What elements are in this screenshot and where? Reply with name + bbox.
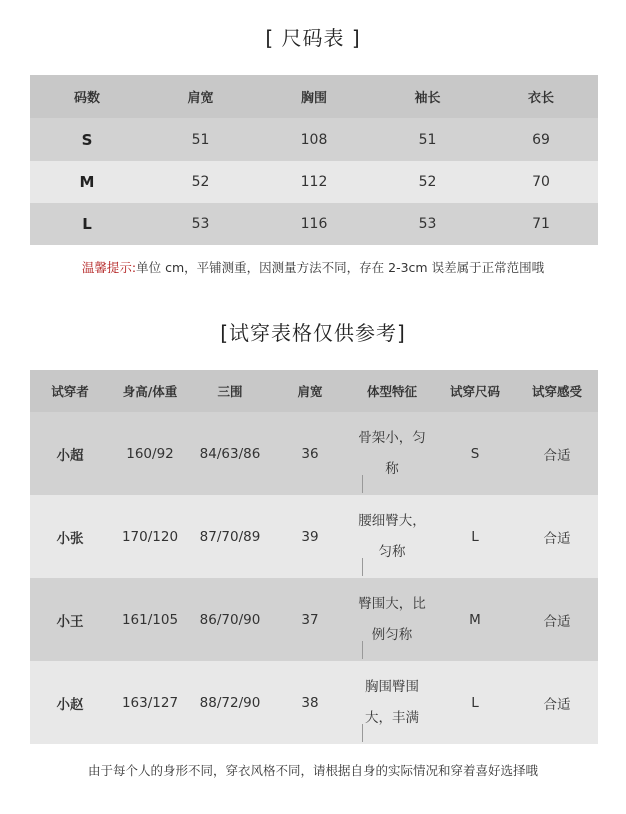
size-chart-title: [ 尺码表 ] bbox=[265, 26, 361, 50]
length-cell: 71 bbox=[484, 203, 598, 245]
size-cell: S bbox=[30, 118, 144, 161]
body-type-cell bbox=[350, 495, 434, 578]
body-type-line: 腰细臀大， bbox=[358, 512, 426, 529]
sleeve-cell: 52 bbox=[371, 161, 484, 203]
shoulder-cell: 37 bbox=[270, 578, 350, 661]
height-weight-cell: 170/120 bbox=[110, 495, 190, 578]
header-try-size: 试穿尺码 bbox=[434, 370, 516, 412]
header-shoulder: 肩宽 bbox=[270, 370, 350, 412]
text-cursor-mark bbox=[362, 724, 363, 742]
table-row bbox=[30, 203, 598, 245]
size-chart-table bbox=[30, 75, 598, 245]
size-cell: L bbox=[30, 203, 144, 245]
feeling-cell: 合适 bbox=[516, 412, 598, 495]
feeling-cell: 合适 bbox=[516, 495, 598, 578]
body-type-line: 例匀称 bbox=[371, 626, 413, 643]
header-length: 衣长 bbox=[484, 75, 598, 118]
try-size-cell: L bbox=[434, 495, 516, 578]
tester-name: 小超 bbox=[30, 412, 110, 495]
chest-cell: 112 bbox=[257, 161, 371, 203]
header-feeling: 试穿感受 bbox=[516, 370, 598, 412]
body-type-cell bbox=[350, 661, 434, 744]
body-type-line: 大，丰满 bbox=[365, 709, 419, 726]
try-size-cell: S bbox=[434, 412, 516, 495]
header-height-weight: 身高/体重 bbox=[110, 370, 190, 412]
tip-label: 温馨提示: bbox=[81, 260, 137, 275]
shoulder-cell: 51 bbox=[144, 118, 257, 161]
length-cell: 69 bbox=[484, 118, 598, 161]
try-chart-header-row bbox=[30, 370, 598, 412]
body-type-line: 称 bbox=[385, 460, 399, 477]
text-cursor-mark bbox=[362, 558, 363, 576]
body-type-line: 匀称 bbox=[378, 543, 406, 560]
try-chart-title: [试穿表格仅供参考] bbox=[220, 321, 406, 345]
height-weight-cell: 163/127 bbox=[110, 661, 190, 744]
text-cursor-mark bbox=[362, 475, 363, 493]
measurements-cell: 88/72/90 bbox=[190, 661, 270, 744]
length-cell: 70 bbox=[484, 161, 598, 203]
shoulder-cell: 52 bbox=[144, 161, 257, 203]
tester-name: 小张 bbox=[30, 495, 110, 578]
try-size-cell: L bbox=[434, 661, 516, 744]
table-row bbox=[30, 661, 598, 744]
tester-name: 小赵 bbox=[30, 661, 110, 744]
header-chest: 胸围 bbox=[257, 75, 371, 118]
body-type-line: 臀围大，比 bbox=[358, 595, 426, 612]
header-tester: 试穿者 bbox=[30, 370, 110, 412]
table-row bbox=[30, 412, 598, 495]
header-size: 码数 bbox=[30, 75, 144, 118]
shoulder-cell: 39 bbox=[270, 495, 350, 578]
tester-name: 小王 bbox=[30, 578, 110, 661]
sleeve-cell: 53 bbox=[371, 203, 484, 245]
measurements-cell: 86/70/90 bbox=[190, 578, 270, 661]
height-weight-cell: 160/92 bbox=[110, 412, 190, 495]
height-weight-cell: 161/105 bbox=[110, 578, 190, 661]
chest-cell: 116 bbox=[257, 203, 371, 245]
tip-text: 单位 cm，平铺测重，因测量方法不同，存在 2-3cm 误差属于正常范围哦 bbox=[136, 260, 545, 275]
header-shoulder: 肩宽 bbox=[144, 75, 257, 118]
feeling-cell: 合适 bbox=[516, 661, 598, 744]
measurement-tip bbox=[0, 258, 626, 276]
feeling-cell: 合适 bbox=[516, 578, 598, 661]
header-body-type: 体型特征 bbox=[350, 370, 434, 412]
try-on-table bbox=[30, 370, 598, 744]
body-type-line: 胸围臀围 bbox=[365, 678, 419, 695]
shoulder-cell: 36 bbox=[270, 412, 350, 495]
table-row bbox=[30, 578, 598, 661]
body-type-cell bbox=[350, 578, 434, 661]
header-measurements: 三围 bbox=[190, 370, 270, 412]
size-chart-header-row bbox=[30, 75, 598, 118]
sleeve-cell: 51 bbox=[371, 118, 484, 161]
table-row bbox=[30, 161, 598, 203]
measurements-cell: 87/70/89 bbox=[190, 495, 270, 578]
table-row bbox=[30, 118, 598, 161]
try-size-cell: M bbox=[434, 578, 516, 661]
table-row bbox=[30, 495, 598, 578]
measurements-cell: 84/63/86 bbox=[190, 412, 270, 495]
body-type-cell bbox=[350, 412, 434, 495]
header-sleeve: 袖长 bbox=[371, 75, 484, 118]
footer-note: 由于每个人的身形不同，穿衣风格不同，请根据自身的实际情况和穿着喜好选择哦 bbox=[87, 763, 538, 778]
shoulder-cell: 53 bbox=[144, 203, 257, 245]
text-cursor-mark bbox=[362, 641, 363, 659]
shoulder-cell: 38 bbox=[270, 661, 350, 744]
body-type-line: 骨架小，匀 bbox=[358, 429, 426, 446]
size-cell: M bbox=[30, 161, 144, 203]
chest-cell: 108 bbox=[257, 118, 371, 161]
